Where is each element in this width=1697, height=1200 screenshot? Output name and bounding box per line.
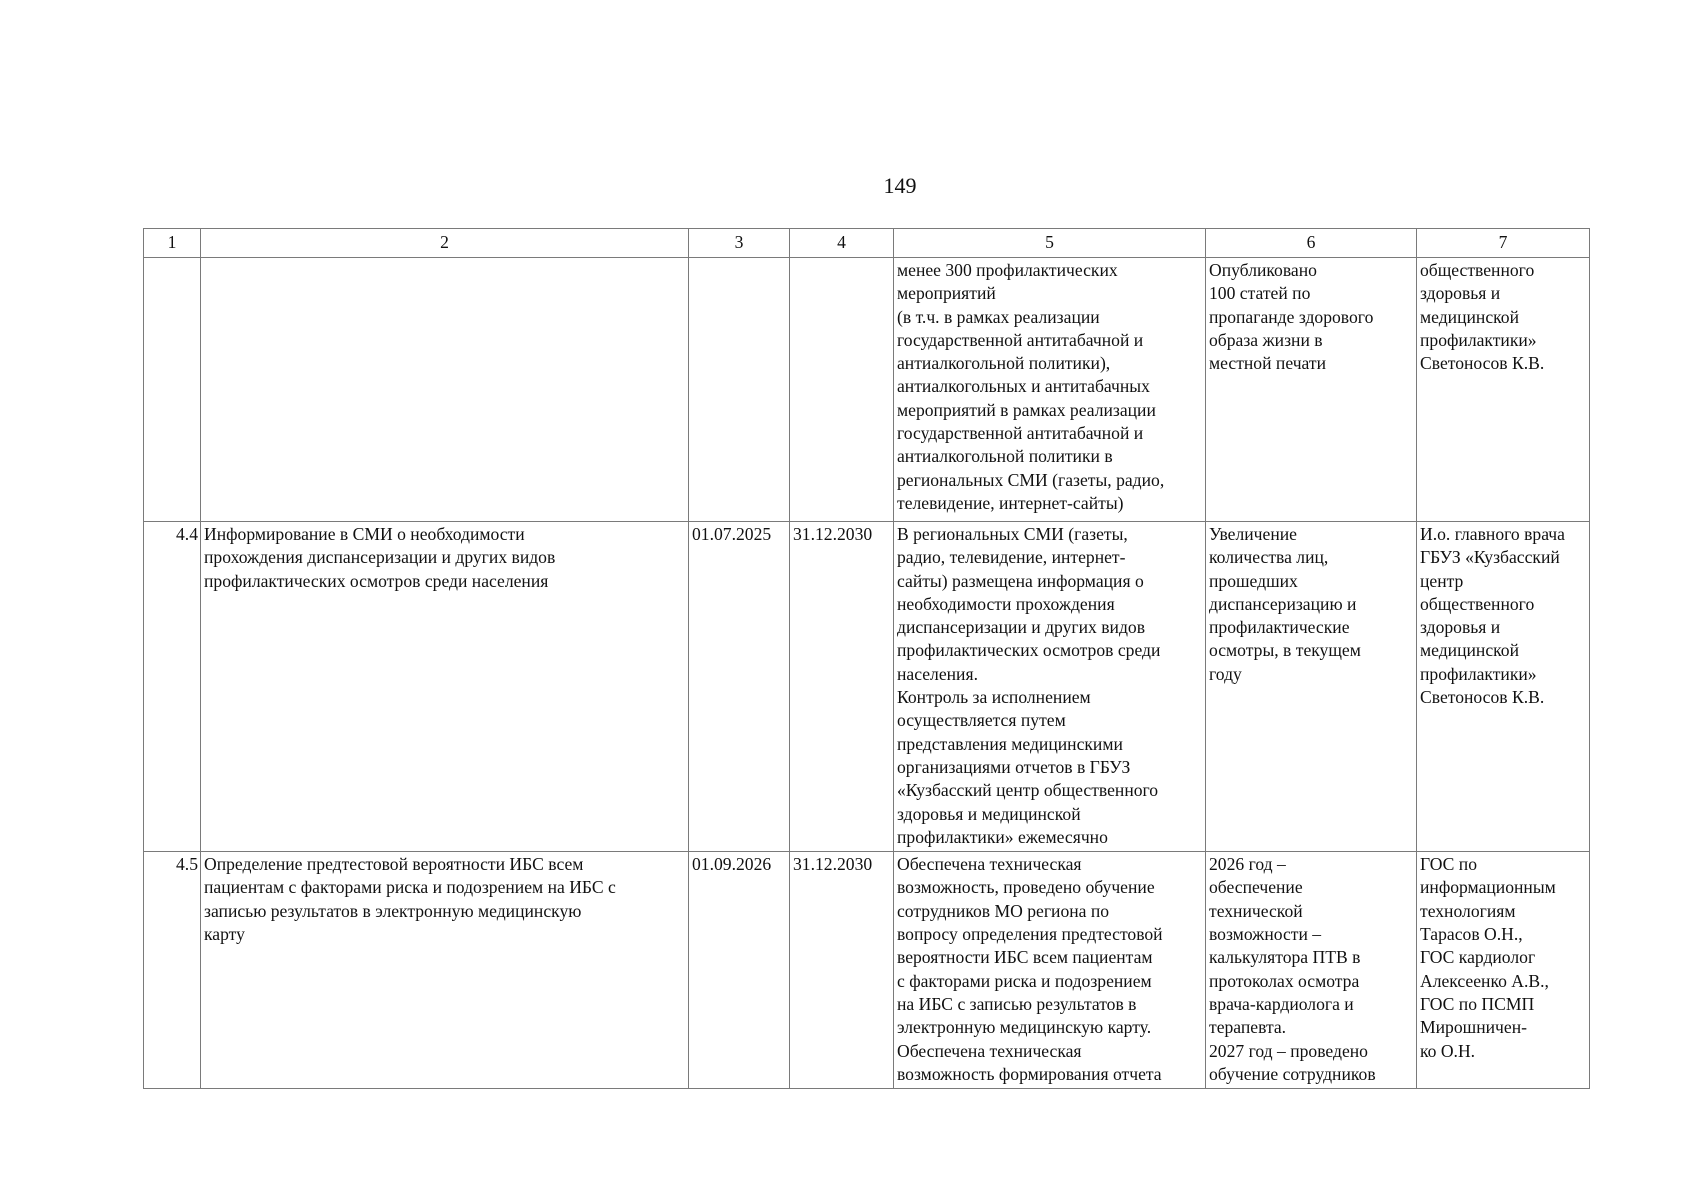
cell-end-date: 31.12.2030 xyxy=(790,852,894,1089)
table-body xyxy=(144,258,1590,1089)
header-cell: 4 xyxy=(790,229,894,258)
header-cell: 6 xyxy=(1206,229,1417,258)
header-cell: 7 xyxy=(1417,229,1590,258)
header-cell: 1 xyxy=(144,229,201,258)
plan-table xyxy=(143,228,1590,1089)
cell-number: 4.4 xyxy=(144,522,201,852)
cell-result: менее 300 профилактических мероприятий (в т.ч. в рамках реализации государственной антитабачной и антиалкогольной политики), антиалкогольных и антитабачных мероприятий в рамках реализации государственной антитабачной и антиалкогольной политики в региональных СМИ (газеты, радио, телевидение, интернет-сайты) xyxy=(894,258,1206,522)
table-row xyxy=(144,852,1590,1089)
page-number: 149 xyxy=(883,173,917,198)
cell-responsible: ГОС по информационным технологиям Тарасов О.Н., ГОС кардиолог Алексеенко А.В., ГОС по ПСМП Мирошничен- ко О.Н. xyxy=(1417,852,1590,1089)
cell-start-date: 01.07.2025 xyxy=(689,522,790,852)
cell-result: В региональных СМИ (газеты, радио, телевидение, интернет- сайты) размещена информация о необходимости прохождения диспансеризации и других видов профилактических осмотров среди населения. Контроль за исполнением осуществляется путем представления медицинскими организациями отчетов в ГБУЗ «Кузбасский центр общественного здоровья и медицинской профилактики» ежемесячно xyxy=(894,522,1206,852)
cell-event xyxy=(201,258,689,522)
header-cell: 3 xyxy=(689,229,790,258)
cell-start-date: 01.09.2026 xyxy=(689,852,790,1089)
cell-indicator: Увеличение количества лиц, прошедших диспансеризацию и профилактические осмотры, в текущем году xyxy=(1206,522,1417,852)
header-row xyxy=(144,229,1590,258)
table-row xyxy=(144,522,1590,852)
cell-start-date xyxy=(689,258,790,522)
header-cell: 5 xyxy=(894,229,1206,258)
cell-event: Информирование в СМИ о необходимости прохождения диспансеризации и других видов профилактических осмотров среди населения xyxy=(201,522,689,852)
cell-number: 4.5 xyxy=(144,852,201,1089)
table-row xyxy=(144,258,1590,522)
cell-indicator: 2026 год – обеспечение технической возможности – калькулятора ПТВ в протоколах осмотра врача-кардиолога и терапевта. 2027 год – проведено обучение сотрудников xyxy=(1206,852,1417,1089)
cell-event: Определение предтестовой вероятности ИБС всем пациентам с факторами риска и подозрением на ИБС с записью результатов в электронную медицинскую карту xyxy=(201,852,689,1089)
cell-responsible: общественного здоровья и медицинской профилактики» Светоносов К.В. xyxy=(1417,258,1590,522)
cell-number xyxy=(144,258,201,522)
table-header xyxy=(144,229,1590,258)
cell-end-date xyxy=(790,258,894,522)
header-cell: 2 xyxy=(201,229,689,258)
cell-responsible: И.о. главного врача ГБУЗ «Кузбасский центр общественного здоровья и медицинской профилактики» Светоносов К.В. xyxy=(1417,522,1590,852)
cell-end-date: 31.12.2030 xyxy=(790,522,894,852)
cell-indicator: Опубликовано 100 статей по пропаганде здорового образа жизни в местной печати xyxy=(1206,258,1417,522)
cell-result: Обеспечена техническая возможность, проведено обучение сотрудников МО региона по вопросу определения предтестовой вероятности ИБС всем пациентам с факторами риска и подозрением на ИБС с записью результатов в электронную медицинскую карту. Обеспечена техническая возможность формирования отчета xyxy=(894,852,1206,1089)
